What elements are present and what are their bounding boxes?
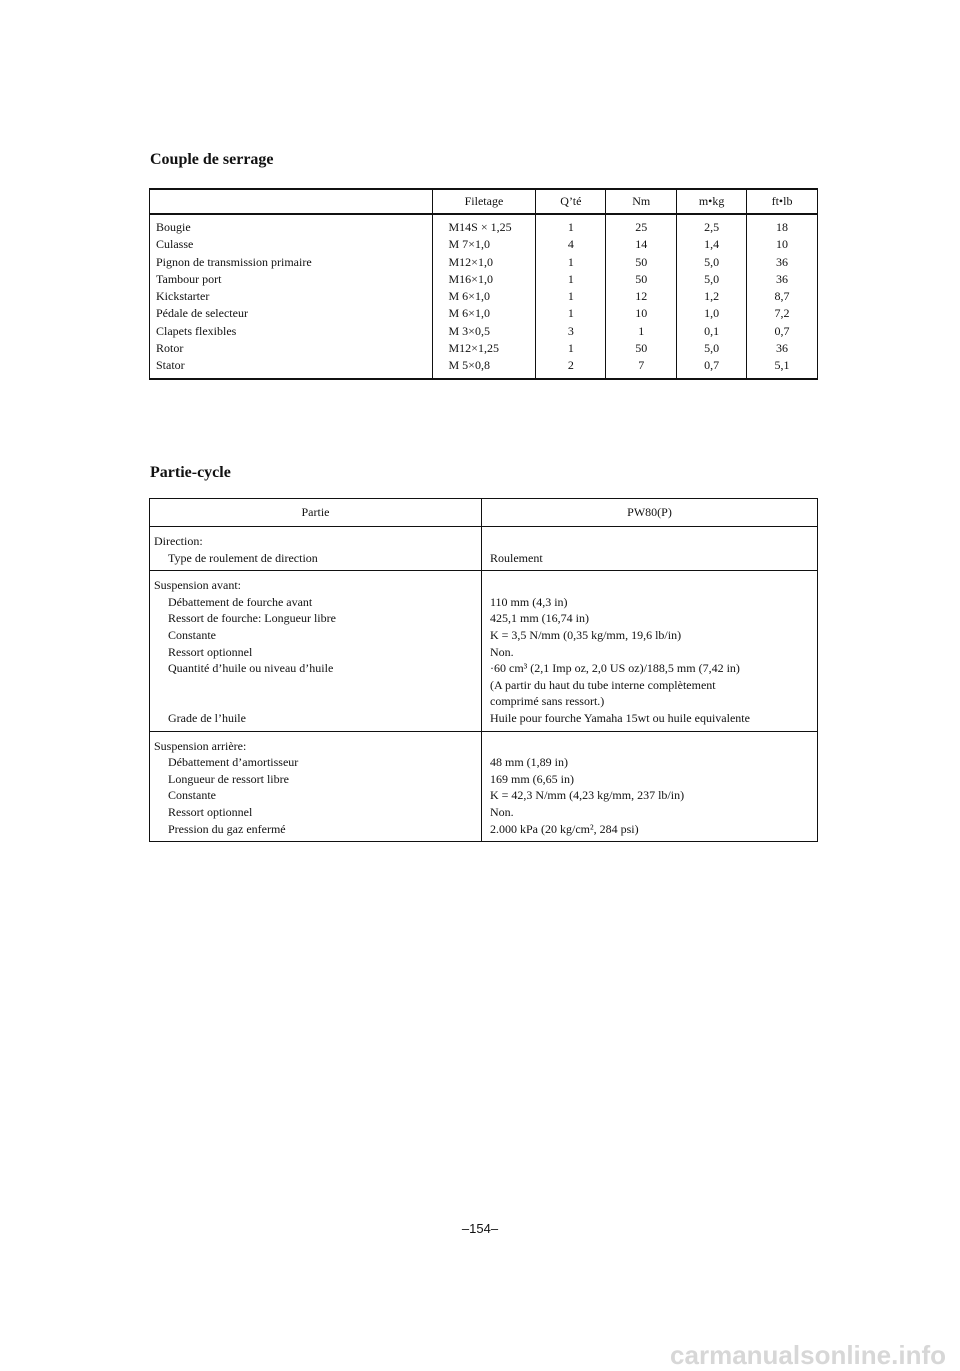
cell-thread: M12×1,25 bbox=[432, 340, 536, 357]
cell-qty: 1 bbox=[536, 254, 606, 271]
cell-mkg: 5,0 bbox=[677, 271, 747, 288]
cell-nm: 14 bbox=[606, 236, 677, 253]
front-labels bbox=[150, 571, 482, 731]
cell-thread: M 7×1,0 bbox=[432, 236, 536, 253]
label-front-constant: Constante bbox=[168, 627, 216, 642]
direction-labels bbox=[150, 527, 482, 571]
cell-part: Pignon de transmission primaire bbox=[150, 254, 433, 271]
value-front-constant: K = 3,5 N/mm (0,35 kg/mm, 19,6 lb/in) bbox=[490, 627, 682, 642]
label-shock-travel: Débattement d’amortisseur bbox=[168, 755, 299, 770]
cell-nm: 7 bbox=[606, 357, 677, 378]
section-direction bbox=[150, 527, 818, 571]
value-gas-pressure: 2.000 kPa (20 kg/cm², 284 psi) bbox=[490, 821, 639, 836]
cell-ftlb: 36 bbox=[747, 271, 818, 288]
cell-thread: M 6×1,0 bbox=[432, 288, 536, 305]
cell-mkg: 2,5 bbox=[677, 214, 747, 236]
rear-labels bbox=[150, 731, 482, 842]
value-bearing-type: Roulement bbox=[490, 550, 543, 565]
cell-qty: 1 bbox=[536, 288, 606, 305]
cell-part: Kickstarter bbox=[150, 288, 433, 305]
cell-qty: 1 bbox=[536, 214, 606, 236]
value-oil-quantity: ·60 cm³ (2,1 Imp oz, 2,0 US oz)/188,5 mm (7,42 in) bbox=[490, 661, 740, 676]
cell-qty: 4 bbox=[536, 236, 606, 253]
label-front-travel: Débattement de fourche avant bbox=[168, 594, 313, 609]
cell-ftlb: 5,1 bbox=[747, 357, 818, 378]
header-part bbox=[150, 189, 433, 214]
torque-table bbox=[149, 188, 818, 380]
label-oil-quantity: Quantité d’huile ou niveau d’huile bbox=[168, 661, 334, 676]
direction-title: Direction: bbox=[154, 534, 203, 548]
cell-mkg: 0,7 bbox=[677, 357, 747, 378]
cell-thread: M 5×0,8 bbox=[432, 357, 536, 378]
cell-nm: 1 bbox=[606, 323, 677, 340]
label-bearing-type: Type de roulement de direction bbox=[168, 550, 318, 565]
cell-mkg: 5,0 bbox=[677, 340, 747, 357]
cell-part: Rotor bbox=[150, 340, 433, 357]
cell-ftlb: 10 bbox=[747, 236, 818, 253]
rear-title: Suspension arrière: bbox=[154, 738, 247, 753]
front-title: Suspension avant: bbox=[154, 578, 241, 593]
cell-part: Clapets flexibles bbox=[150, 323, 433, 340]
cell-part: Bougie bbox=[150, 214, 433, 236]
cycle-header-row bbox=[150, 499, 818, 527]
label-rear-spring-length: Longueur de ressort libre bbox=[168, 771, 289, 786]
direction-values bbox=[482, 527, 818, 571]
cell-thread: M 6×1,0 bbox=[432, 305, 536, 322]
cell-thread: M 3×0,5 bbox=[432, 323, 536, 340]
table-row bbox=[150, 340, 818, 357]
table-row bbox=[150, 288, 818, 305]
cell-qty: 1 bbox=[536, 305, 606, 322]
header-nm: Nm bbox=[606, 189, 677, 214]
header-ftlb: ft•lb bbox=[747, 189, 818, 214]
cell-nm: 10 bbox=[606, 305, 677, 322]
section-title-cycle: Partie-cycle bbox=[150, 464, 231, 481]
cell-ftlb: 8,7 bbox=[747, 288, 818, 305]
label-rear-optional-spring: Ressort optionnel bbox=[168, 804, 253, 819]
label-gas-pressure: Pression du gaz enfermé bbox=[168, 821, 286, 836]
table-row bbox=[150, 254, 818, 271]
label-oil-grade: Grade de l’huile bbox=[168, 710, 246, 725]
cell-nm: 50 bbox=[606, 271, 677, 288]
cell-nm: 50 bbox=[606, 254, 677, 271]
front-values bbox=[482, 571, 818, 731]
value-rear-constant: K = 42,3 N/mm (4,23 kg/mm, 237 lb/in) bbox=[490, 788, 685, 803]
cell-qty: 1 bbox=[536, 271, 606, 288]
cell-part: Tambour port bbox=[150, 271, 433, 288]
header-qty: Q’té bbox=[536, 189, 606, 214]
cell-part: Stator bbox=[150, 357, 433, 378]
value-front-optional-spring: Non. bbox=[490, 644, 514, 659]
value-shock-travel: 48 mm (1,89 in) bbox=[490, 755, 568, 770]
section-front-suspension bbox=[150, 571, 818, 731]
cell-part: Pédale de selecteur bbox=[150, 305, 433, 322]
cell-qty: 2 bbox=[536, 357, 606, 378]
header-thread: Filetage bbox=[432, 189, 536, 214]
label-rear-constant: Constante bbox=[168, 788, 216, 803]
cell-mkg: 5,0 bbox=[677, 254, 747, 271]
label-fork-spring-length: Ressort de fourche: Longueur libre bbox=[168, 611, 336, 626]
cell-ftlb: 18 bbox=[747, 214, 818, 236]
cell-qty: 1 bbox=[536, 340, 606, 357]
cell-nm: 50 bbox=[606, 340, 677, 357]
cell-thread: M12×1,0 bbox=[432, 254, 536, 271]
page-number: –154– bbox=[461, 1221, 499, 1236]
section-title-torque: Couple de serrage bbox=[150, 151, 274, 168]
table-row bbox=[150, 323, 818, 340]
table-row bbox=[150, 357, 818, 378]
cell-ftlb: 36 bbox=[747, 340, 818, 357]
cell-thread: M16×1,0 bbox=[432, 271, 536, 288]
table-row bbox=[150, 271, 818, 288]
cell-part: Culasse bbox=[150, 236, 433, 253]
cell-ftlb: 7,2 bbox=[747, 305, 818, 322]
cell-mkg: 1,4 bbox=[677, 236, 747, 253]
cycle-table bbox=[149, 498, 818, 842]
cell-mkg: 0,1 bbox=[677, 323, 747, 340]
value-front-travel: 110 mm (4,3 in) bbox=[490, 594, 568, 609]
header-model: PW80(P) bbox=[482, 499, 818, 527]
header-partie: Partie bbox=[150, 499, 482, 527]
watermark: carmanualsonline.info bbox=[670, 1340, 946, 1370]
value-fork-spring-length: 425,1 mm (16,74 in) bbox=[490, 611, 589, 626]
label-front-optional-spring: Ressort optionnel bbox=[168, 644, 253, 659]
cell-ftlb: 0,7 bbox=[747, 323, 818, 340]
cell-qty: 3 bbox=[536, 323, 606, 340]
cell-nm: 25 bbox=[606, 214, 677, 236]
cell-mkg: 1,0 bbox=[677, 305, 747, 322]
value-rear-optional-spring: Non. bbox=[490, 804, 514, 819]
table-row bbox=[150, 214, 818, 236]
cell-ftlb: 36 bbox=[747, 254, 818, 271]
value-oil-note-2: comprimé sans ressort.) bbox=[490, 694, 605, 709]
value-rear-spring-length: 169 mm (6,65 in) bbox=[490, 771, 574, 786]
cell-nm: 12 bbox=[606, 288, 677, 305]
table-row bbox=[150, 236, 818, 253]
value-oil-note-1: (A partir du haut du tube interne complètement bbox=[490, 677, 716, 692]
cell-thread: M14S × 1,25 bbox=[432, 214, 536, 236]
rear-values bbox=[482, 731, 818, 842]
cell-mkg: 1,2 bbox=[677, 288, 747, 305]
header-mkg: m•kg bbox=[677, 189, 747, 214]
section-rear-suspension bbox=[150, 731, 818, 842]
value-oil-grade: Huile pour fourche Yamaha 15wt ou huile equivalente bbox=[490, 710, 750, 725]
torque-header-row bbox=[150, 189, 818, 214]
table-row bbox=[150, 305, 818, 322]
